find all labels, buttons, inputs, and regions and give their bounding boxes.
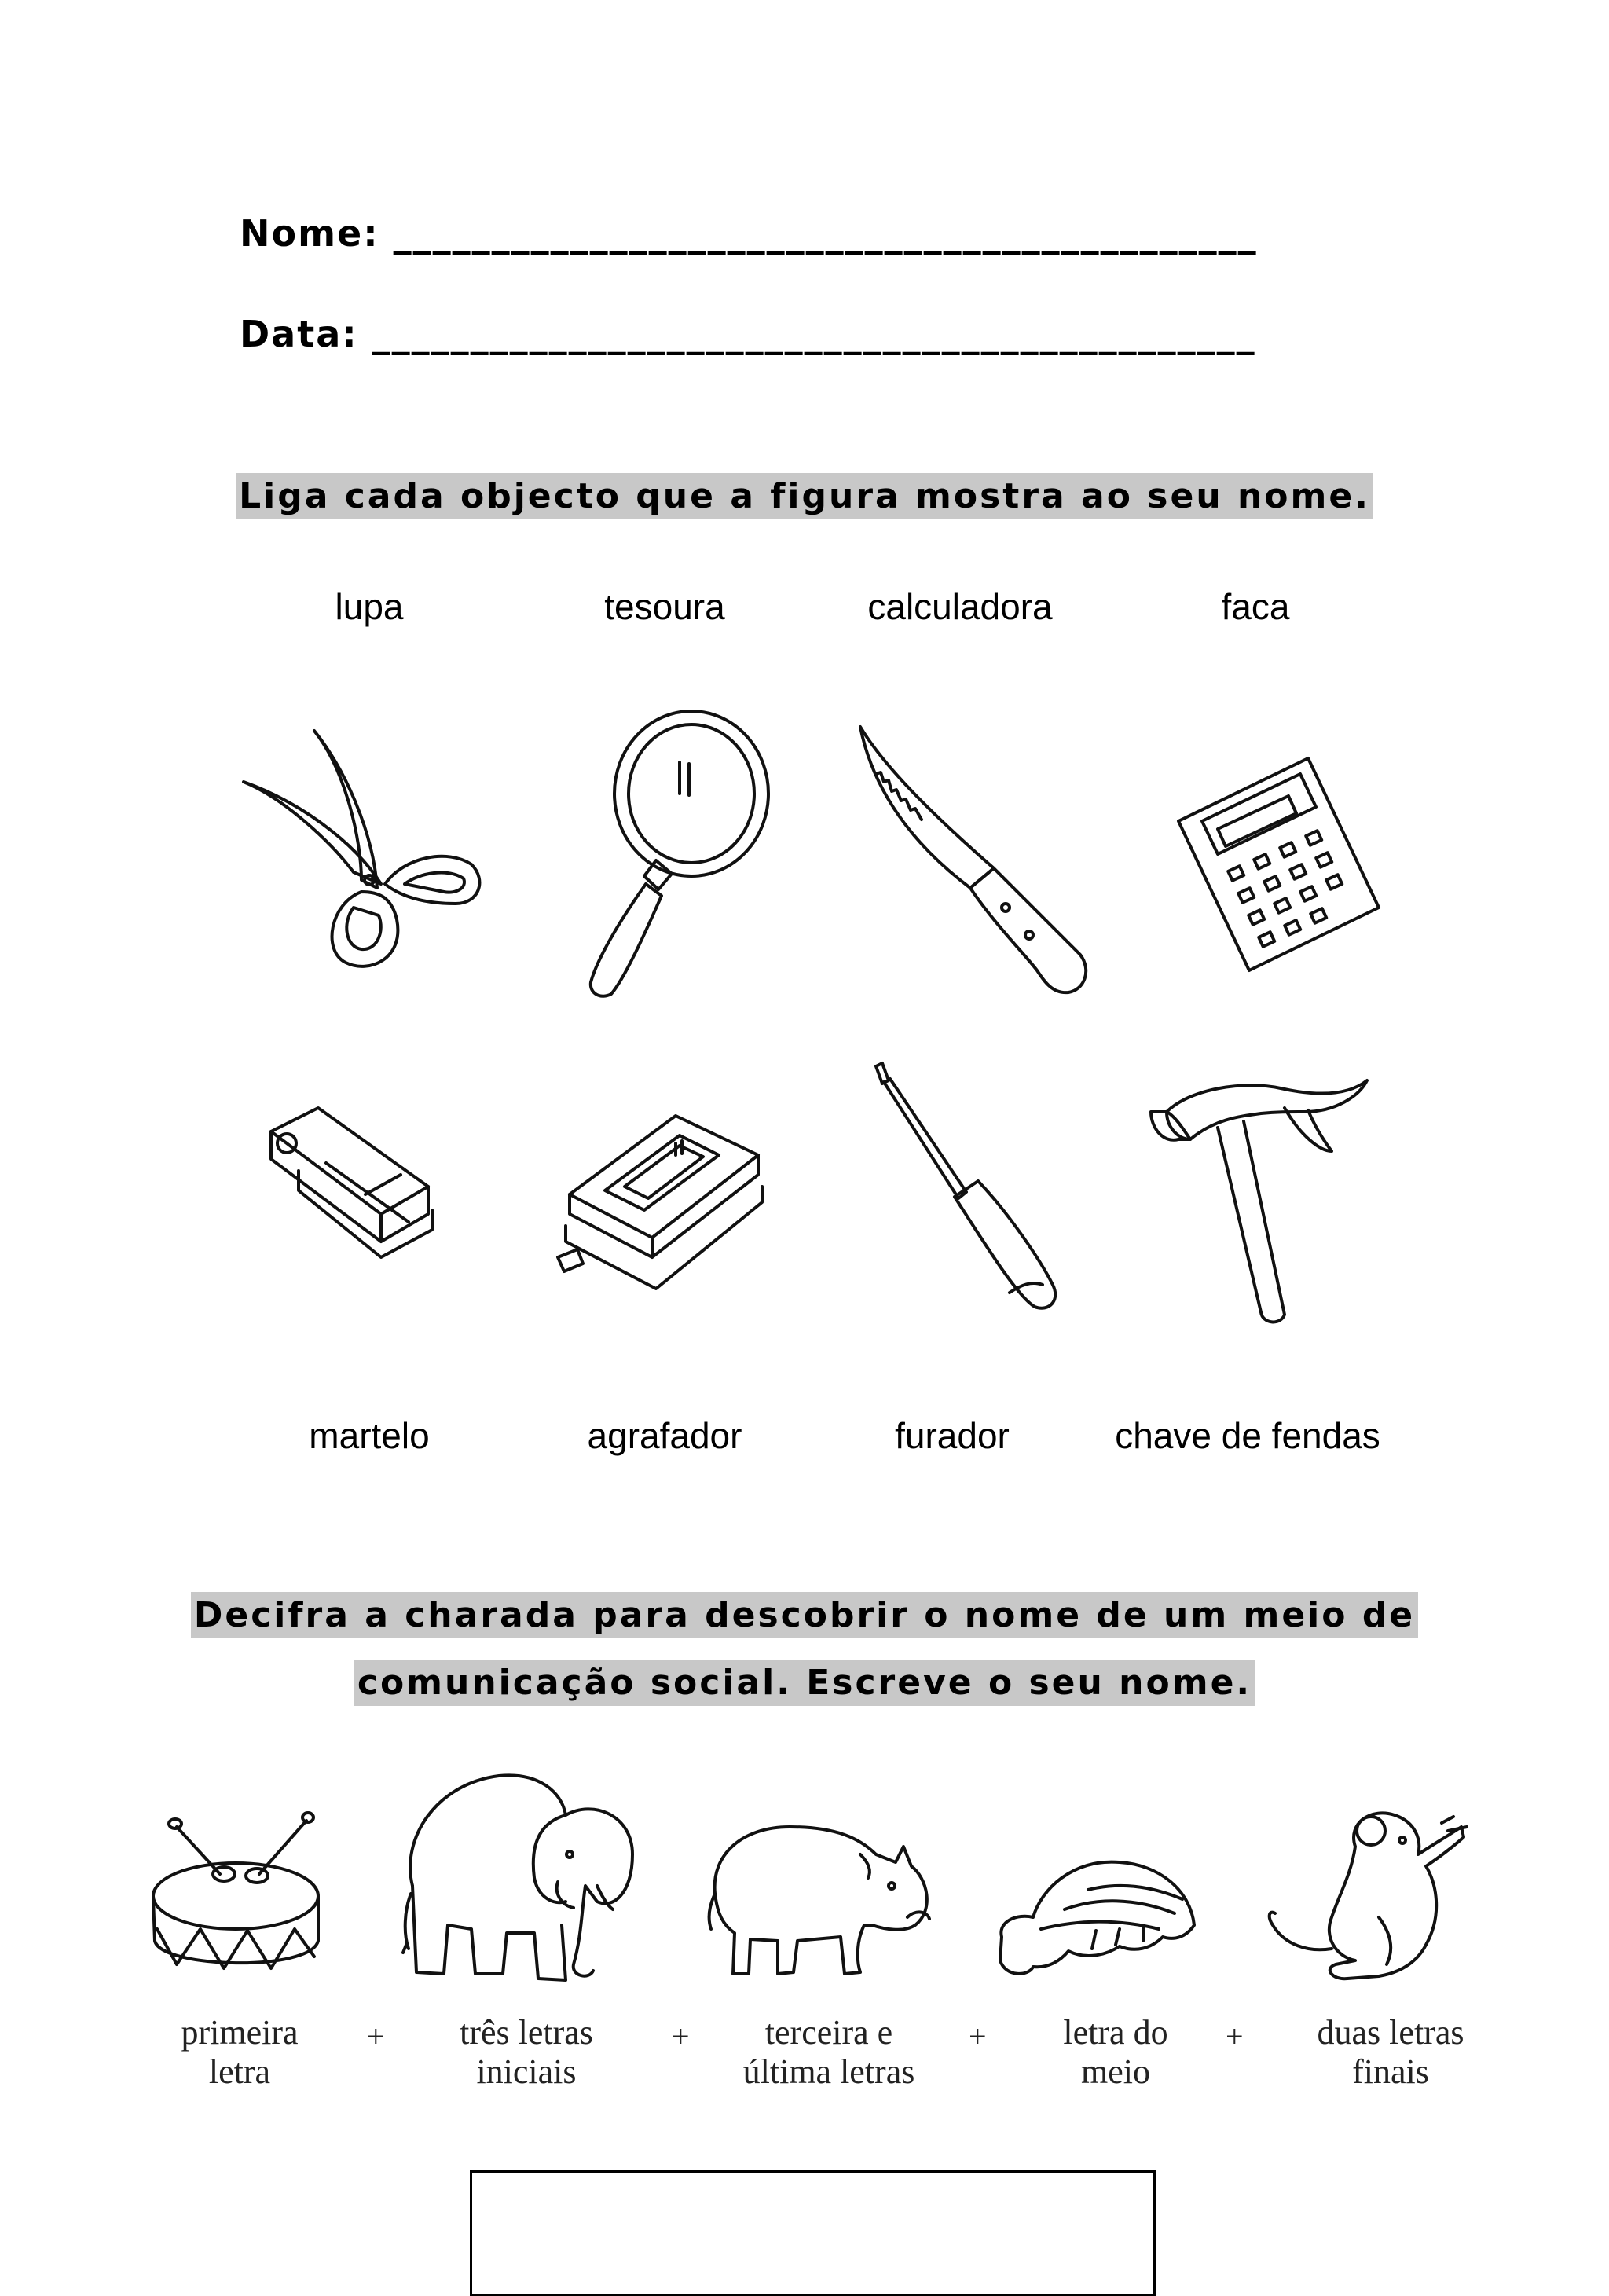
word-faca: faca xyxy=(1221,586,1290,627)
exercise1-instruction: Liga cada objecto que a figura mostra ao seu nome. xyxy=(0,476,1609,516)
exercise2-instruction-line1: Decifra a charada para descobrir o nome de um meio de xyxy=(0,1595,1609,1635)
drum-icon xyxy=(145,1811,334,1980)
scissors-icon xyxy=(236,723,495,990)
plus-1: + xyxy=(367,2019,385,2054)
plus-2: + xyxy=(672,2019,690,2054)
word-furador: furador xyxy=(895,1415,1010,1456)
answer-box[interactable] xyxy=(470,2170,1156,2296)
date-label: Data: xyxy=(240,313,358,355)
word-agrafador: agrafador xyxy=(587,1415,742,1456)
exercise2-instruction-line2: comunicação social. Escreve o seu nome. xyxy=(0,1663,1609,1703)
name-label: Nome: xyxy=(240,212,379,255)
hammer-icon xyxy=(1143,1065,1387,1332)
hole-punch-icon xyxy=(550,1100,770,1297)
name-line: ____________________________________________ xyxy=(393,212,1258,255)
clue-5: duas letras finais xyxy=(1317,2013,1464,2091)
clue-3: terceira e última letras xyxy=(742,2013,915,2091)
word-calculadora: calculadora xyxy=(867,586,1053,627)
word-lupa: lupa xyxy=(335,586,404,627)
date-field[interactable] xyxy=(240,313,1256,355)
name-field[interactable] xyxy=(240,212,1258,255)
stapler-icon xyxy=(263,1100,444,1273)
date-line: _____________________________________________ xyxy=(372,313,1256,355)
clue-2: três letras iniciais xyxy=(460,2013,593,2091)
screwdriver-icon xyxy=(860,1057,1065,1316)
magnifying-glass-icon xyxy=(574,707,778,1006)
clue-4: letra do meio xyxy=(1063,2013,1168,2091)
word-chave-de-fendas: chave de fendas xyxy=(1115,1415,1380,1456)
mouse-icon xyxy=(1261,1799,1473,1988)
calculator-icon xyxy=(1171,750,1391,978)
knife-icon xyxy=(852,719,1096,1010)
clue-1: primeira letra xyxy=(181,2013,299,2091)
word-tesoura: tesoura xyxy=(604,586,725,627)
elephant-icon xyxy=(397,1768,640,1992)
wing-icon xyxy=(986,1850,1198,1984)
plus-4: + xyxy=(1226,2019,1244,2054)
word-martelo: martelo xyxy=(309,1415,430,1456)
plus-3: + xyxy=(969,2019,987,2054)
boar-icon xyxy=(703,1807,931,1984)
